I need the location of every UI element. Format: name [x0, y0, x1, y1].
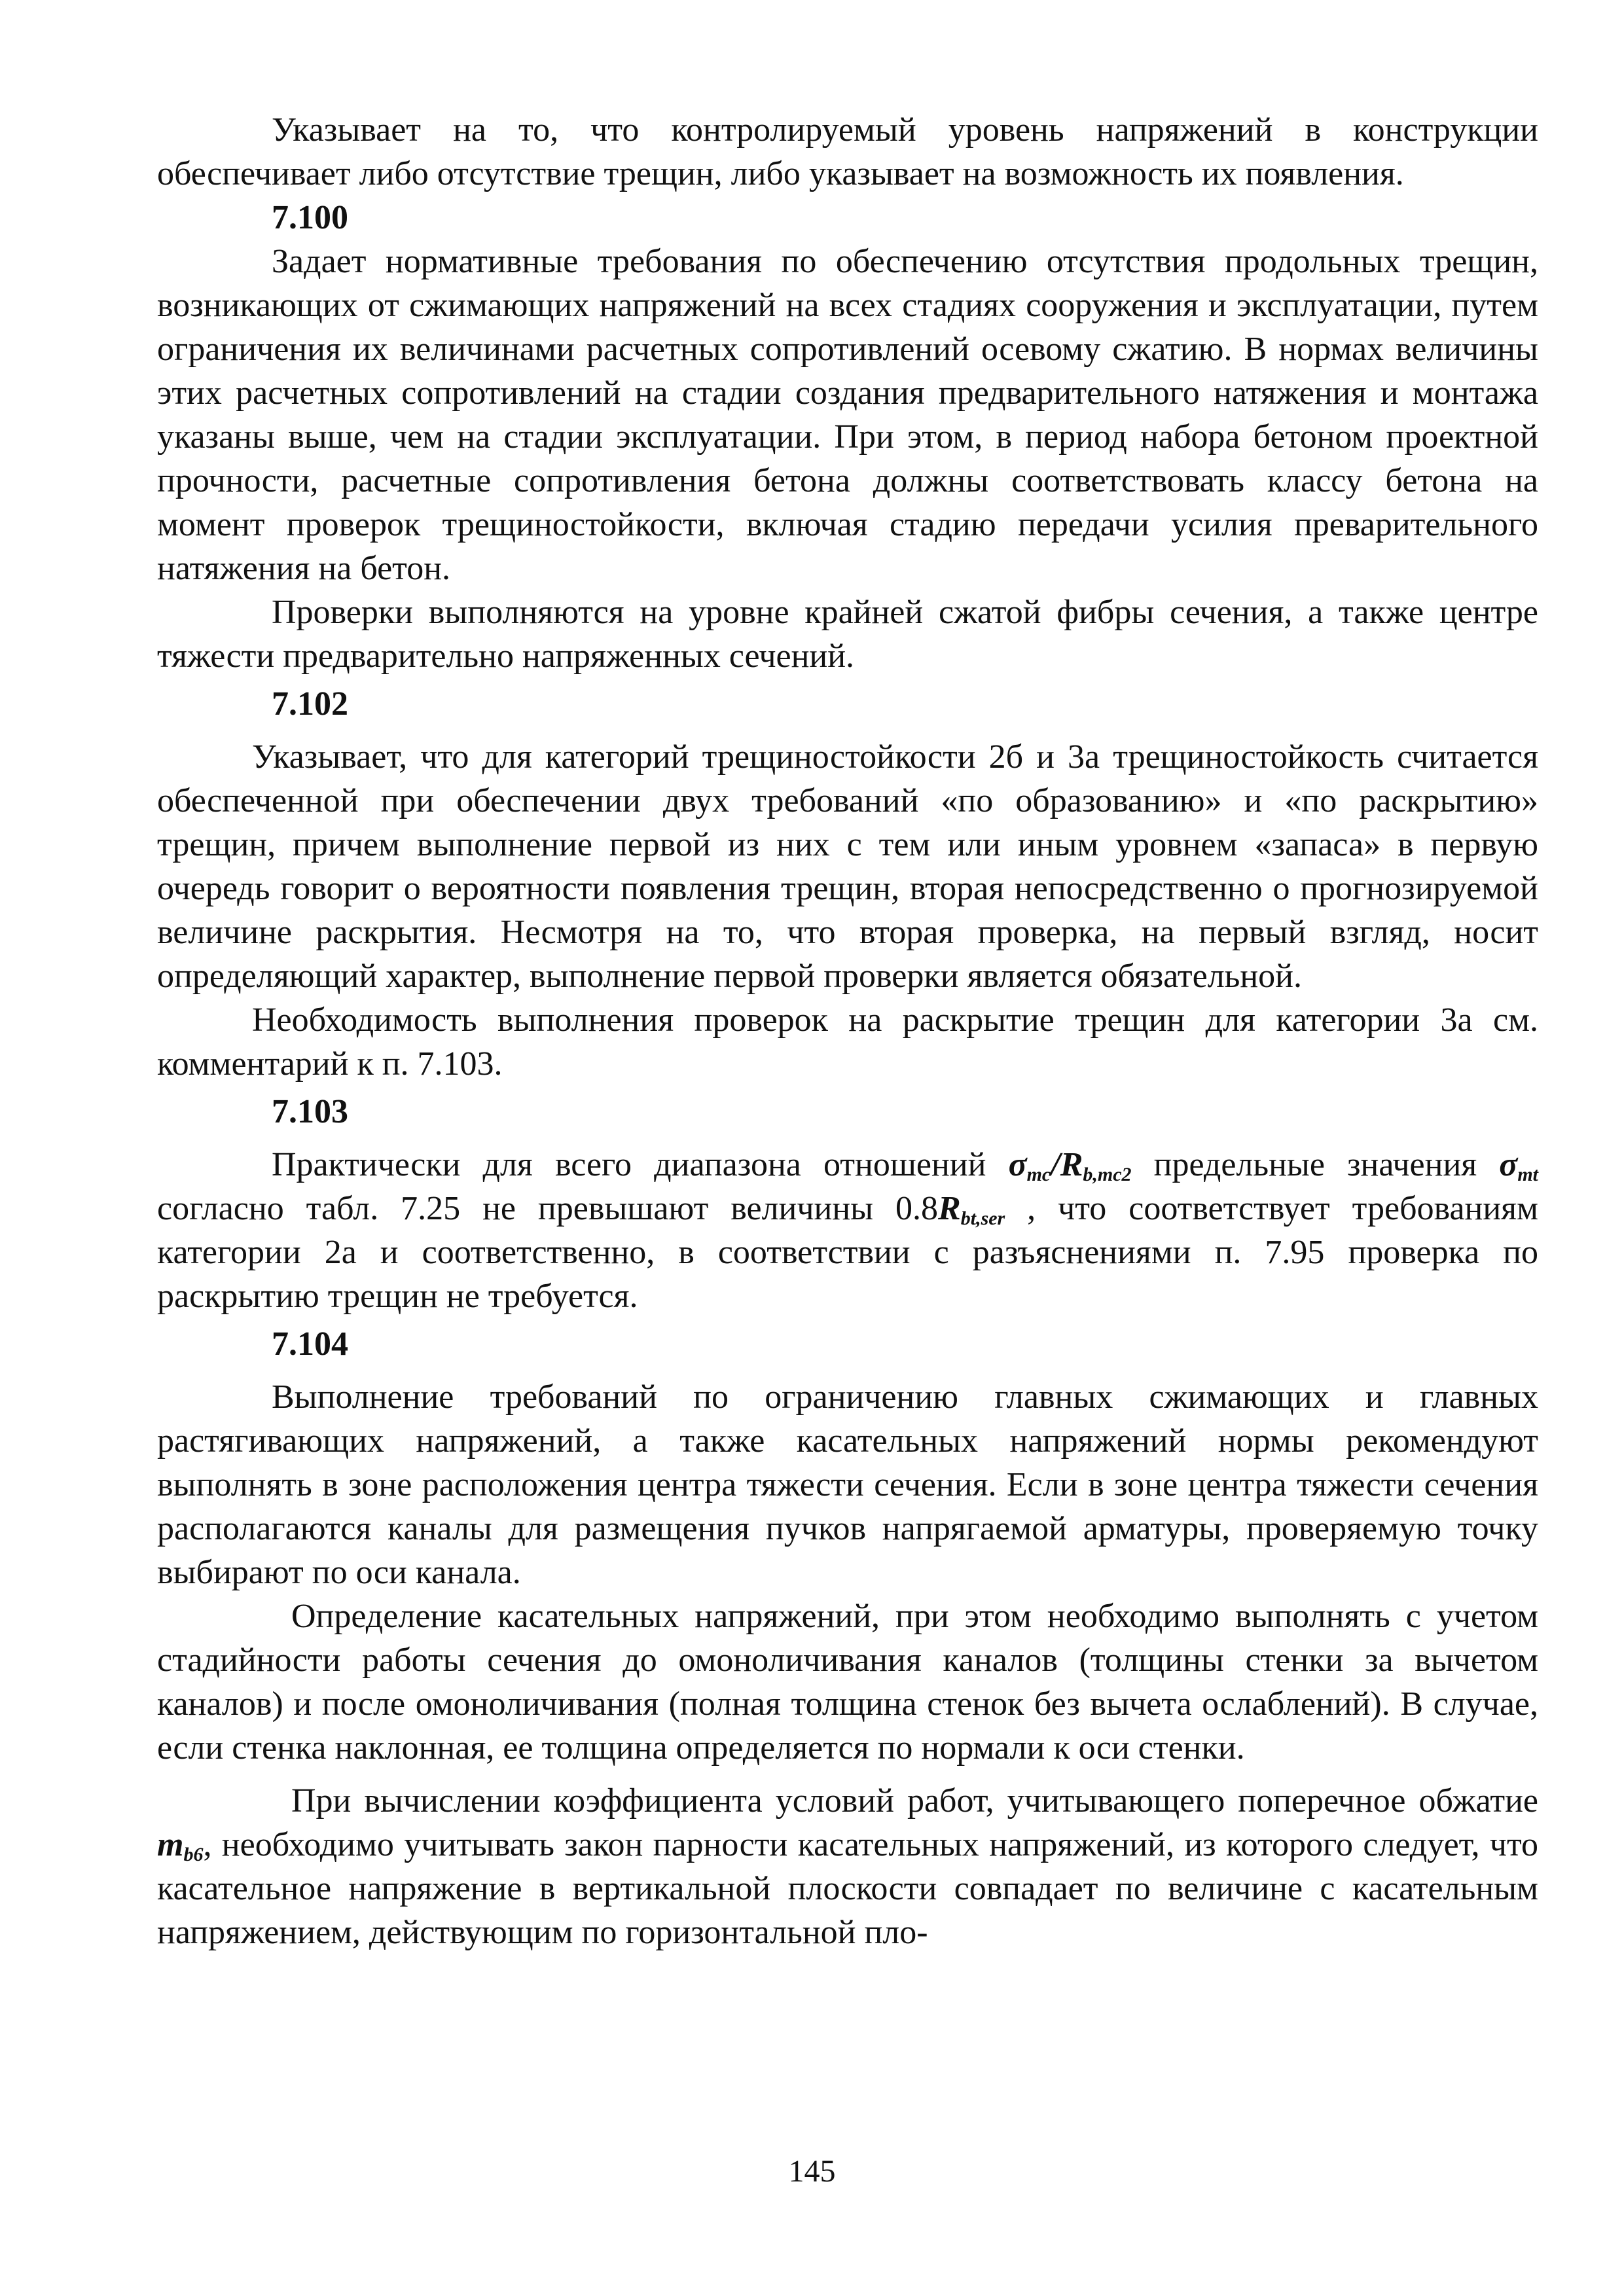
section-heading-7-104: 7.104: [272, 1325, 348, 1363]
body-text: [157, 108, 1538, 1954]
text-run: При вычислении коэффициента условий работ, учитывающего поперечное обжатие: [291, 1782, 1538, 1820]
formula-sigma-mt: $\sigma_{mt}$: [1499, 1146, 1538, 1185]
page-number: 145: [788, 2154, 836, 2189]
formula-sigma-mc-over-r: $\sigma_{mc}/R_{b,mc2}$: [1008, 1146, 1132, 1185]
formula-m-b6: $m_{b6}$: [157, 1826, 204, 1865]
section-heading-7-100: 7.100: [272, 199, 348, 236]
formula-r-bt-ser: $R_{bt,ser}$: [938, 1190, 1005, 1229]
paragraph-7-102-necessity: Необходимость выполнения проверок на раскрытие трещин для категории 3а см. комментарий к п. 7.103.: [157, 1001, 1538, 1083]
paragraph-7-103: [157, 1143, 1538, 1318]
section-heading-7-102: 7.102: [272, 685, 348, 723]
paragraph-7-104-tangential: Определение касательных напряжений, при этом необходимо выполнять с учетом стадийности работы сечения до омоноличивания каналов (толщины стенки за вычетом каналов) и после омоноличивания (полная толщина стенок без вычета ослаблений). В случае, если стенка наклонная, ее толщина определяется по нормали к оси стенки.: [157, 1598, 1538, 1767]
paragraph-7-104-coefficient: [157, 1779, 1538, 1954]
paragraph-7-100-requirements: Задает нормативные требования по обеспечению отсутствия продольных трещин, возникающих от сжимающих напряжений на всех стадиях сооружения и эксплуатации, путем ограничения их величинами расчетных сопротивлений осевому сжатию. В нормах величины этих расчетных сопротивлений на стадии создания предварительного натяжения и монтажа указаны выше, чем на стадии эксплуатации. При этом, в период набора бетоном проектной прочности, расчетные сопротивления бетона должны соответствовать классу бетона на момент проверок трещиностойкости, включая стадию передачи усилия преварительного натяжения на бетон.: [157, 243, 1538, 587]
text-run: согласно табл. 7.25 не превышают величины 0.8: [157, 1190, 939, 1227]
paragraph-intro: Указывает на то, что контролируемый уровень напряжений в конструкции обеспечивает либо отсутствие трещин, либо указывает на возможность их появления.: [157, 111, 1538, 192]
section-heading-7-103: 7.103: [272, 1093, 348, 1130]
text-run: , необходимо учитывать закон парности касательных напряжений, из которого следует, что касательное напряжение в вертикальной плоскости совпадает по величине с касательным напряжением, действующим по горизонтальной пло-: [157, 1826, 1538, 1951]
text-run: Практически для всего диапазона отношений: [272, 1146, 1009, 1183]
paragraph-7-102-categories: Указывает, что для категорий трещиностойкости 2б и 3а трещиностойкость считается обеспеченной при обеспечении двух требований «по образованию» и «по раскрытию» трещин, причем выполнение первой из них с тем или иным уровнем «запаса» в первую очередь говорит о вероятности появления трещин, вторая непосредственно о прогнозируемой величине раскрытия. Несмотря на то, что вторая проверка, на первый взгляд, носит определяющий характер, выполнение первой проверки является обязательной.: [157, 738, 1538, 995]
text-run: предельные значения: [1131, 1146, 1500, 1183]
paragraph-7-104-requirements: Выполнение требований по ограничению главных сжимающих и главных растягивающих напряжений, а также касательных напряжений нормы рекомендуют выполнять в зоне расположения центра тяжести сечения. Если в зоне центра тяжести сечения располагаются каналы для размещения пучков напрягаемой арматуры, проверяемую точку выбирают по оси канала.: [157, 1378, 1538, 1591]
text-run: , что соответствует требованиям категории 2а и соответственно, в соответствии с разъяснениями п. 7.95 проверка по раскрытию трещин не требуется.: [157, 1190, 1538, 1315]
paragraph-7-100-checks: Проверки выполняются на уровне крайней сжатой фибры сечения, а также центре тяжести предварительно напряженных сечений.: [157, 594, 1538, 675]
